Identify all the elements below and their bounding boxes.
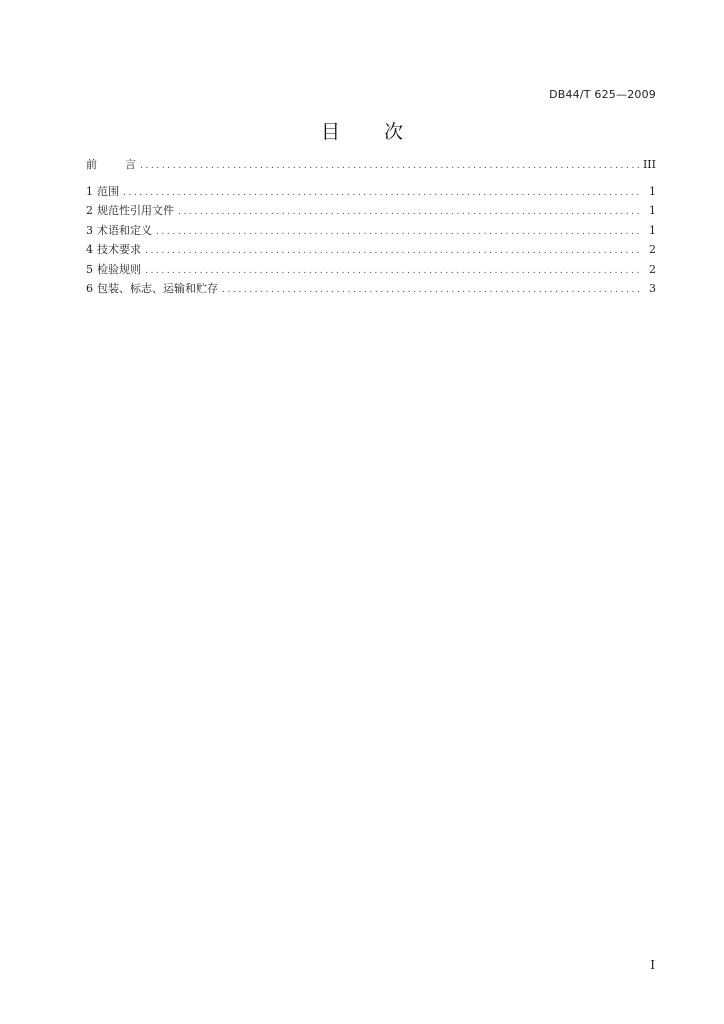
- toc-page-number: III: [642, 158, 656, 171]
- section-number: 3: [86, 223, 93, 237]
- section-number: 2: [86, 204, 93, 217]
- toc-entry-label: [86, 240, 141, 260]
- section-number: 6: [86, 282, 93, 295]
- toc-entry-label: [86, 221, 152, 241]
- title-char-1: 目: [320, 121, 340, 143]
- dot-leader: [178, 203, 642, 223]
- toc-entry-scope[interactable]: [86, 182, 656, 202]
- toc-page-number: 1: [649, 223, 656, 237]
- toc-entry-technical-requirements[interactable]: [86, 240, 656, 260]
- section-number: 1: [86, 184, 93, 198]
- toc-entry-normative-references[interactable]: [86, 201, 656, 221]
- toc-entry-label: [86, 201, 174, 221]
- preface-char-1: 前: [86, 158, 97, 171]
- toc-page-number: 2: [649, 243, 656, 256]
- section-title: 术语和定义: [97, 223, 152, 237]
- dot-leader: [145, 262, 642, 282]
- toc-page-number: 3: [649, 282, 656, 295]
- title-char-2: 次: [384, 121, 404, 143]
- toc-entry-label: [86, 155, 136, 175]
- section-title: 范围: [97, 184, 119, 198]
- toc-entry-packaging-marking[interactable]: [86, 279, 656, 299]
- section-title: 规范性引用文件: [97, 204, 174, 217]
- toc-entry-preface[interactable]: [86, 155, 656, 175]
- table-of-contents: [86, 155, 656, 299]
- section-title: 检验规则: [97, 262, 141, 276]
- page-title: [0, 117, 724, 144]
- dot-leader: [222, 281, 642, 301]
- section-number: 5: [86, 262, 93, 276]
- preface-char-2: 言: [125, 158, 136, 171]
- dot-leader: [156, 223, 642, 243]
- page-number: I: [650, 958, 655, 972]
- section-title: 包装、标志、运输和贮存: [97, 282, 218, 295]
- toc-entry-terms-definitions[interactable]: [86, 221, 656, 241]
- toc-entry-inspection-rules[interactable]: [86, 260, 656, 280]
- dot-leader: [140, 157, 639, 177]
- section-title: 技术要求: [97, 243, 141, 256]
- toc-page-number: 1: [649, 184, 656, 198]
- toc-entry-label: [86, 279, 218, 299]
- toc-entry-label: [86, 182, 119, 202]
- toc-page-number: 2: [649, 262, 656, 276]
- dot-leader: [123, 184, 642, 204]
- toc-page-number: 1: [649, 204, 656, 217]
- toc-entry-label: [86, 260, 141, 280]
- section-number: 4: [86, 243, 93, 256]
- dot-leader: [145, 242, 642, 262]
- document-code: DB44/T 625—2009: [549, 88, 656, 101]
